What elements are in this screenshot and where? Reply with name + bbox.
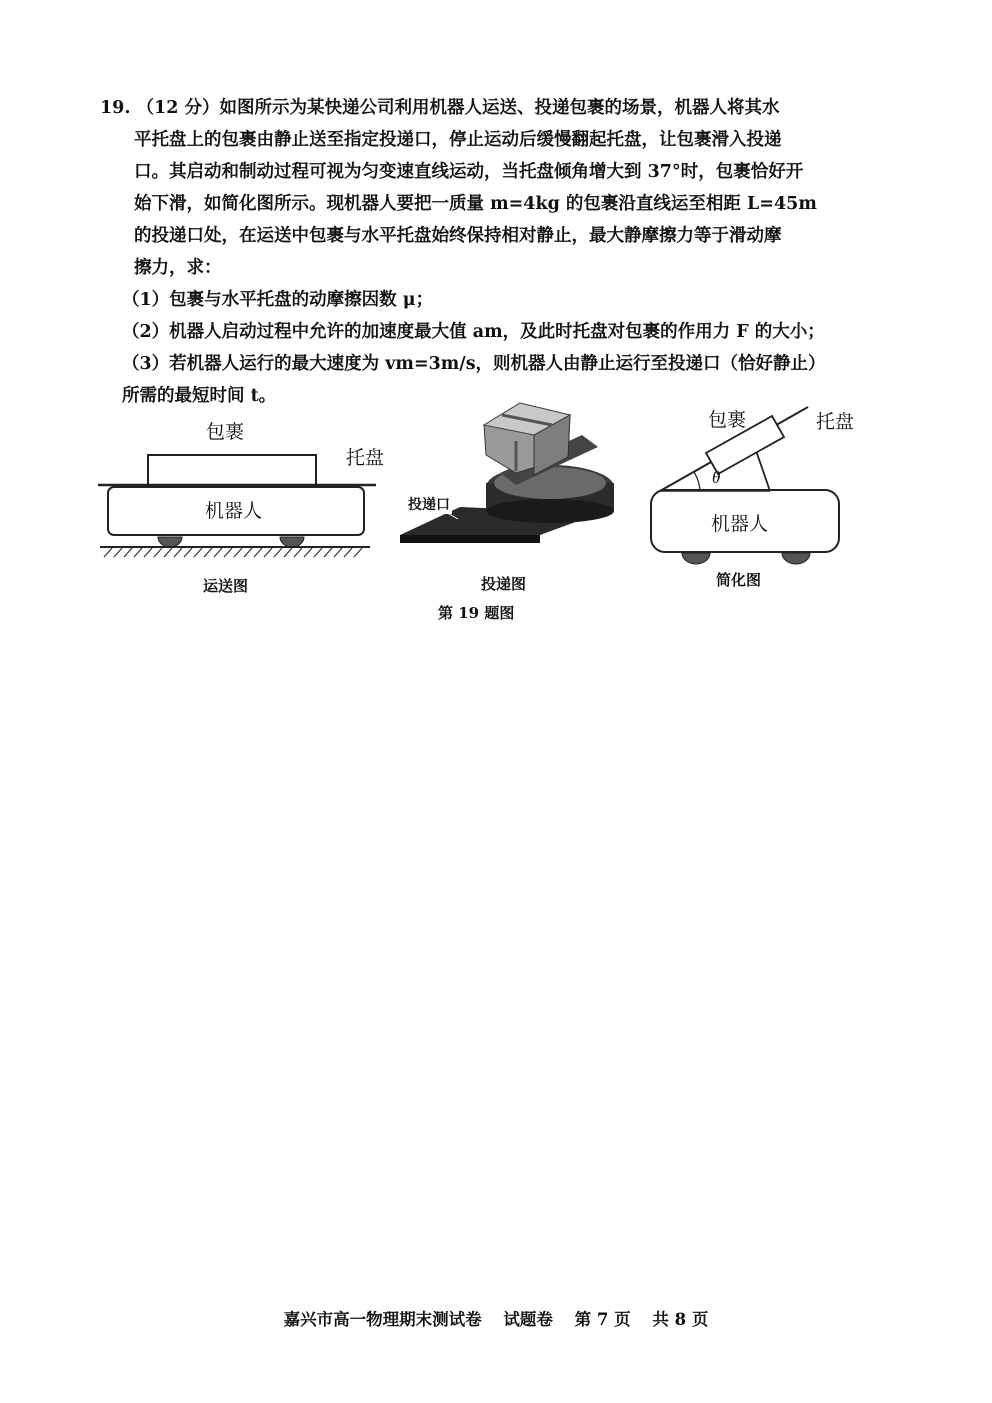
transport-wheel-right: [280, 537, 304, 547]
simplified-tray-label: 托盘: [816, 411, 855, 433]
question-text-line: 口。其启动和制动过程可视为匀变速直线运动，当托盘倾角增大到 37°时，包裹恰好开: [134, 162, 804, 182]
simplified-angle-arc: [694, 472, 700, 491]
footer-exam-title: 嘉兴市高一物理期末测试卷: [283, 1310, 482, 1329]
question-line-1: [100, 92, 900, 124]
transport-ground-hatch: [104, 548, 362, 557]
figure-main-caption: 第 19 题图: [438, 604, 515, 622]
sub-question-2: （2）机器人启动过程中允许的加速度最大值 am，及此时托盘对包裹的作用力 F 的大小；: [122, 322, 825, 342]
simplified-caption: 简化图: [716, 571, 762, 589]
simplified-wheel-left: [682, 553, 710, 564]
delivery-photo: [400, 403, 614, 543]
simplified-robot-label: 机器人: [711, 513, 769, 535]
transport-caption: 运送图: [203, 577, 249, 595]
sub-question-3-continued: 所需的最短时间 t。: [122, 386, 277, 406]
question-number: 19.: [100, 98, 131, 118]
sub-question-1: （1）包裹与水平托盘的动摩擦因数 μ；: [122, 290, 434, 310]
transport-package-label: 包裹: [206, 421, 245, 443]
question-text-line: 始下滑，如简化图所示。现机器人要把一质量 m=4kg 的包裹沿直线运至相距 L=45m: [134, 194, 817, 214]
simplified-wheel-right: [782, 553, 810, 564]
question-19: [100, 92, 900, 412]
footer-page-number: 第 7 页: [574, 1310, 631, 1329]
question-text-line: 的投递口处，在运送中包裹与水平托盘始终保持相对静止，最大静摩擦力等于滑动摩: [134, 226, 782, 246]
delivery-caption: 投递图: [481, 575, 527, 593]
question-text-line: 擦力，求：: [134, 258, 222, 278]
question-score: （12 分）: [136, 98, 220, 118]
page-footer: [0, 1306, 992, 1330]
question-text-line: 如图所示为某快递公司利用机器人运送、投递包裹的场景，机器人将其水: [219, 98, 780, 118]
delivery-slot-label: 投递口: [406, 494, 452, 514]
footer-total-pages: 共 8 页: [652, 1310, 709, 1329]
simplified-angle-label: θ: [712, 468, 721, 487]
sub-question-3: （3）若机器人运行的最大速度为 vm=3m/s，则机器人由静止运行至投递口（恰好静止）: [122, 354, 826, 374]
transport-tray-label: 托盘: [346, 447, 385, 469]
figure-area: [0, 395, 992, 635]
transport-package: [148, 455, 316, 485]
footer-paper-type: 试题卷: [503, 1310, 553, 1329]
simplified-package-label: 包裹: [708, 409, 747, 431]
transport-robot-label: 机器人: [205, 500, 263, 522]
question-text-line: 平托盘上的包裹由静止送至指定投递口，停止运动后缓慢翻起托盘，让包裹滑入投递: [134, 130, 782, 150]
transport-wheel-left: [158, 537, 182, 547]
